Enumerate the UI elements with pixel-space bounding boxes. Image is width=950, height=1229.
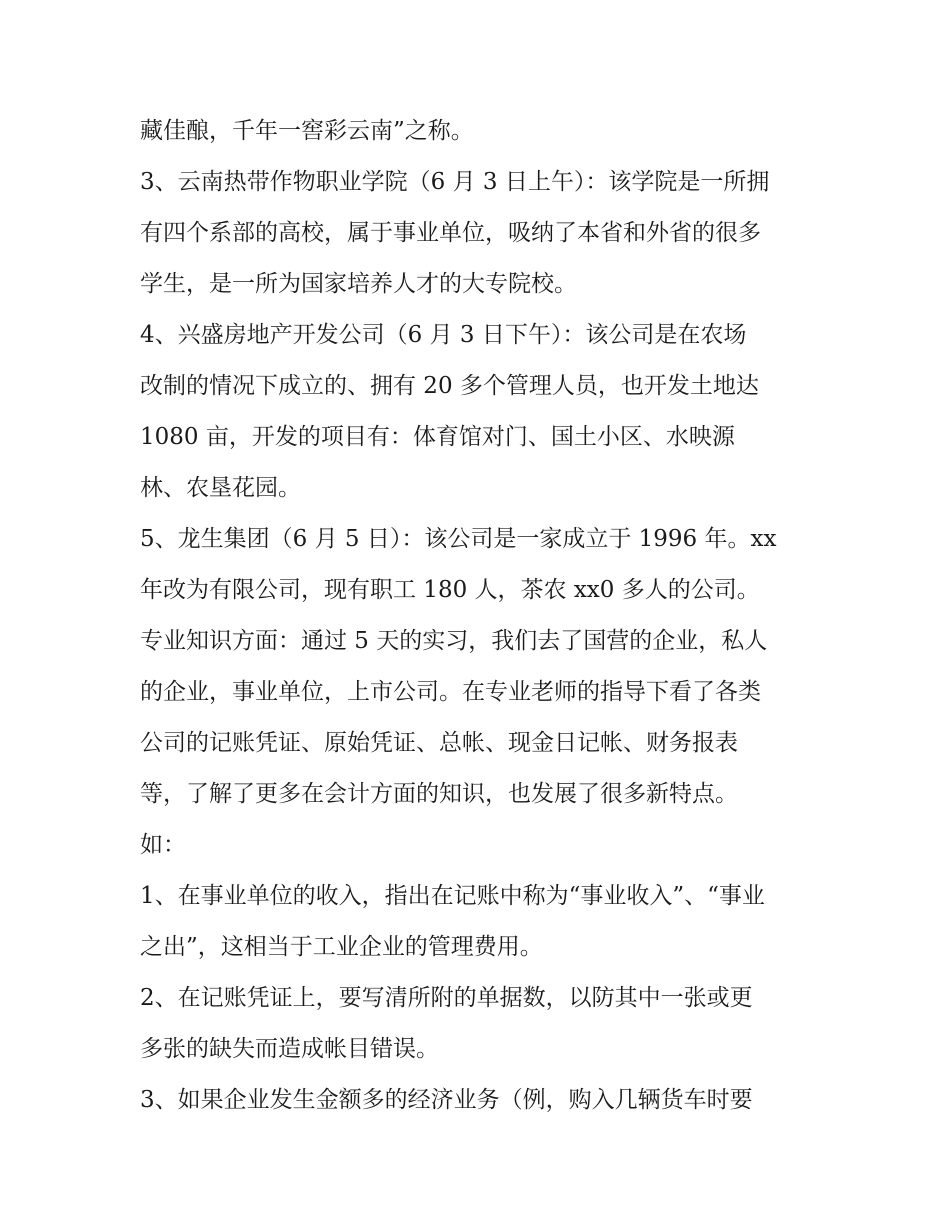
text-line: 2、在记账凭证上，要写清所附的单据数，以防其中一张或更 — [140, 985, 753, 1011]
text-line: 4、兴盛房地产开发公司（6 月 3 日下午）：该公司是在农场 — [140, 322, 747, 348]
text-line: 公司的记账凭证、原始凭证、总帐、现金日记帐、财务报表 — [140, 730, 738, 756]
text-line: 的企业，事业单位，上市公司。在专业老师的指导下看了各类 — [140, 679, 761, 705]
text-line: 专业知识方面：通过 5 天的实习，我们去了国营的企业，私人 — [140, 628, 768, 654]
text-line: 1080 亩，开发的项目有：体育馆对门、国土小区、水映源 — [140, 424, 735, 450]
text-line: 之出”，这相当于工业企业的管理费用。 — [140, 934, 543, 960]
text-line: 林、农垦花园。 — [140, 475, 301, 501]
text-line: 1、在事业单位的收入，指出在记账中称为“事业收入”、“事业 — [140, 883, 765, 909]
text-line: 3、如果企业发生金额多的经济业务（例，购入几辆货车时要 — [140, 1087, 753, 1113]
text-line: 多张的缺失而造成帐目错误。 — [140, 1036, 439, 1062]
text-line: 如： — [140, 832, 186, 858]
text-line: 有四个系部的高校，属于事业单位，吸纳了本省和外省的很多 — [140, 220, 761, 246]
text-line: 3、云南热带作物职业学院（6 月 3 日上午）：该学院是一所拥 — [140, 169, 770, 195]
text-line: 改制的情况下成立的、拥有 20 多个管理人员，也开发土地达 — [140, 373, 759, 399]
text-line: 藏佳酿，千年一窖彩云南”之称。 — [140, 118, 474, 144]
document-text — [140, 106, 820, 1126]
text-line: 学生，是一所为国家培养人才的大专院校。 — [140, 271, 577, 297]
text-line: 5、龙生集团（6 月 5 日）：该公司是一家成立于 1996 年。xx — [140, 526, 777, 552]
text-line: 等，了解了更多在会计方面的知识，也发展了很多新特点。 — [140, 781, 738, 807]
text-line: 年改为有限公司，现有职工 180 人，茶农 xx0 多人的公司。 — [140, 577, 760, 603]
